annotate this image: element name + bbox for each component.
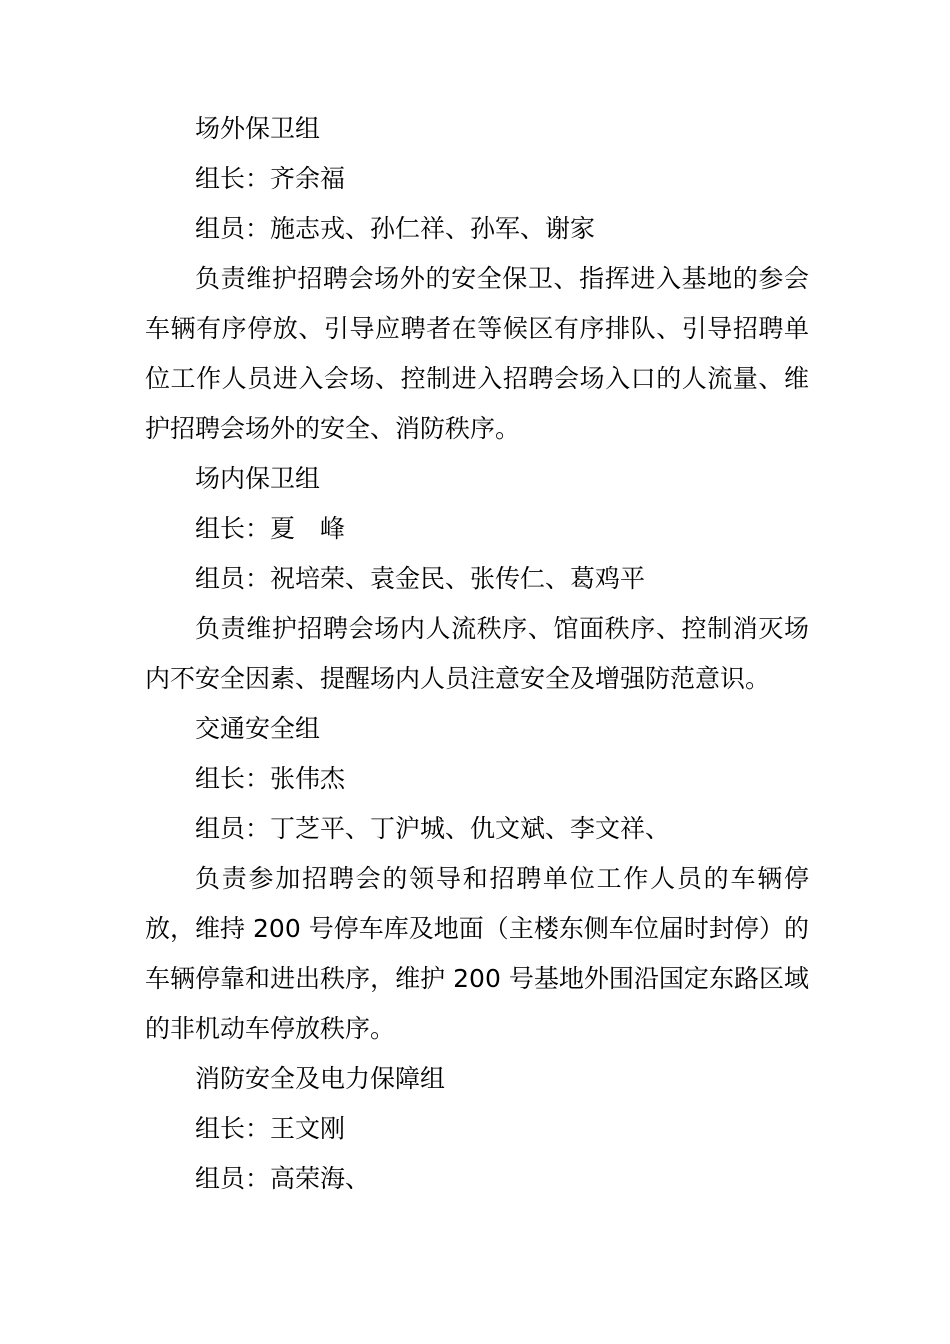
- document-body: [145, 104, 809, 1204]
- section-indoor-security: [145, 454, 809, 704]
- section-duty: 负责参加招聘会的领导和招聘单位工作人员的车辆停放，维持 200 号停车库及地面（主楼东侧车位届时封停）的车辆停靠和进出秩序，维护 200 号基地外围沿国定东路区域的非机动车停放秩序。: [145, 864, 809, 1043]
- section-members: 组员：高荣海、: [195, 1164, 371, 1193]
- section-duty: 负责维护招聘会场内人流秩序、馆面秩序、控制消灭场内不安全因素、提醒场内人员注意安全及增强防范意识。: [145, 614, 809, 693]
- section-members: 组员：丁芝平、丁沪城、仇文斌、李文祥、: [195, 814, 671, 843]
- section-title: 场外保卫组: [195, 114, 321, 143]
- section-members: 组员：施志戎、孙仁祥、孙军、谢家: [195, 214, 596, 243]
- section-outdoor-security: [145, 104, 809, 454]
- section-title: 场内保卫组: [195, 464, 321, 493]
- section-leader: 组长：齐余福: [195, 164, 346, 193]
- section-members: 组员：祝培荣、袁金民、张传仁、葛鸡平: [195, 564, 646, 593]
- section-fire-power: [145, 1054, 809, 1204]
- section-leader: 组长：夏 峰: [195, 514, 346, 543]
- section-leader: 组长：王文刚: [195, 1114, 346, 1143]
- section-traffic-safety: [145, 704, 809, 1054]
- section-leader: 组长：张伟杰: [195, 764, 346, 793]
- section-title: 消防安全及电力保障组: [195, 1064, 446, 1093]
- section-title: 交通安全组: [195, 714, 321, 743]
- section-duty: 负责维护招聘会场外的安全保卫、指挥进入基地的参会车辆有序停放、引导应聘者在等候区有序排队、引导招聘单位工作人员进入会场、控制进入招聘会场入口的人流量、维护招聘会场外的安全、消防秩序。: [145, 264, 809, 443]
